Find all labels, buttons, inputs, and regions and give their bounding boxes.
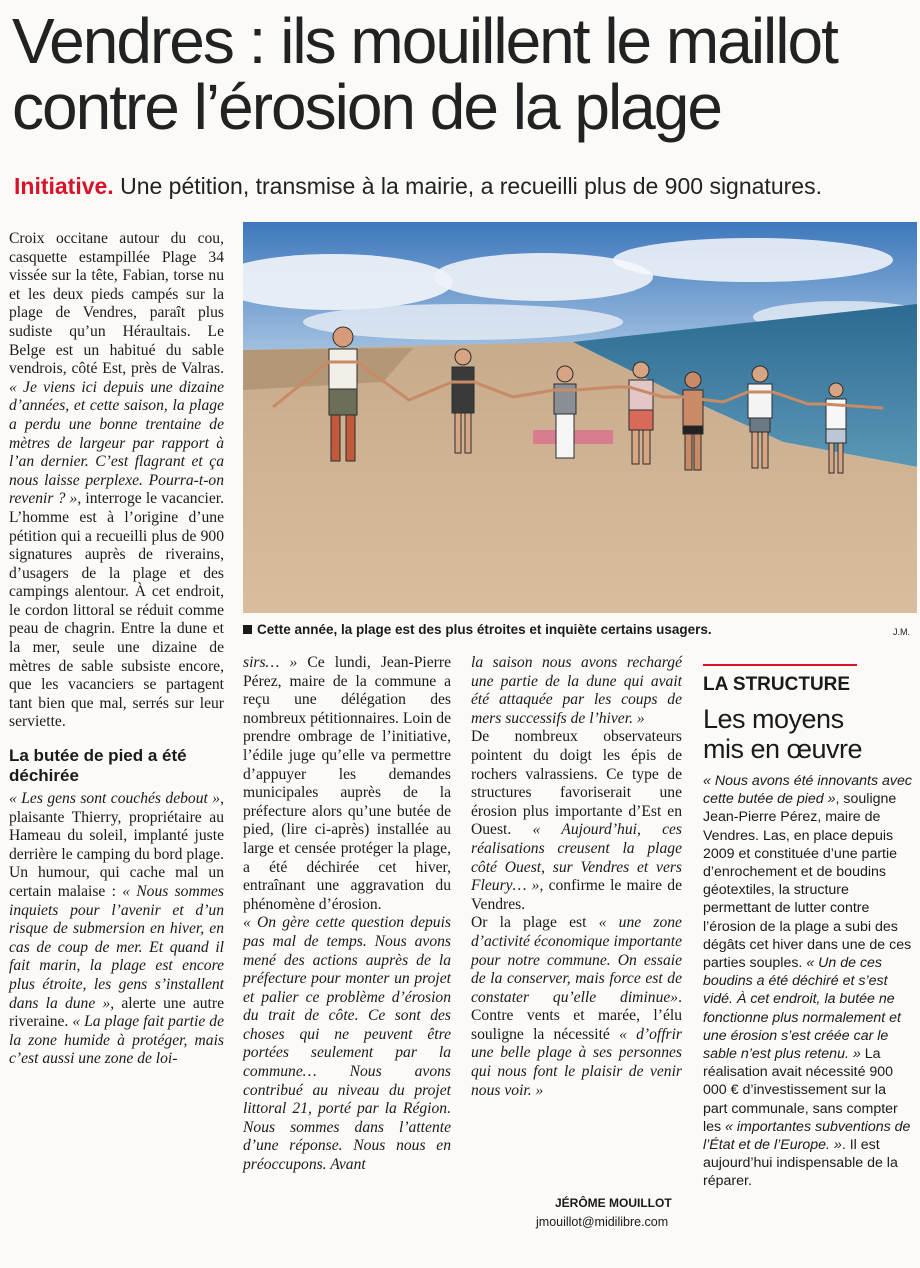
sidebar-box xyxy=(703,664,913,1191)
headline xyxy=(12,5,912,143)
article-column-2 xyxy=(243,654,451,1175)
article-column-3 xyxy=(471,654,682,1100)
caption-square-icon xyxy=(243,625,252,634)
paragraph: sirs… » Ce lundi, Jean-Pierre Pérez, maire de la commune a reçu une délégation des nombreux pétitionnaires. Loin de prendre ombrage de l’initiative, l’édile juge qu’elle va permettre d’appuyer les demandes municipales auprès de la préfecture alors qu’une butée de pied, (lire ci-après) installée au large et censée protéger la plage, a été déchirée cet hiver, entraînant une aggravation du phénomène d’érosion. xyxy=(243,654,451,913)
subhead xyxy=(14,172,914,200)
author-signature: JÉRÔME MOUILLOT xyxy=(555,1196,672,1210)
sidebar-body: « Nous avons été innovants avec cette butée de pied », souligne Jean-Pierre Pérez, maire de Vendres. Las, en place depuis 2009 et constituée d’une partie d’enrochement et de boudins géotextiles, la structure permettant de lutter contre l’érosion de la plage a subi des dégâts cet hiver dans une de ces parties souples. « Un de ces boudins a été déchiré et s’est vidé. À cet endroit, la butée ne fonctionne plus normalement et une érosion s’est créée car le sable n’est plus retenu. » La réalisation avait nécessité 900 000 € d’investissement sur la part communale, sans compter les « importantes subventions de l’État et de l’Europe. ». Il est aujourd’hui indispensable de la réparer. xyxy=(703,773,913,1190)
paragraph: Or la plage est « une zone d’activité économique importante pour notre commune. On essaie de la conserver, mais force est de constater qu’elle diminue». Contre vents et marée, l’élu souligne la nécessité « d’offrir une belle plage à ses personnes qui nous font le plaisir de venir nous voir. » xyxy=(471,914,683,1099)
photo-caption: Cette année, la plage est des plus étroites et inquiète certains usagers. xyxy=(243,622,803,637)
paragraph: De nombreux observateurs pointent du doigt les épis de rochers valrassiens. Ce type de structures favoriserait une érosion plus importante d’Est en Ouest. « Aujourd’hui, ces réalisations creusent la plage côté Ouest, sur Vendres et vers Fleury… », confirme le maire de Vendres. xyxy=(471,728,682,913)
paragraph: « Les gens sont couchés debout », plaisante Thierry, propriétaire au Hameau du soleil, implanté juste derrière le camping du bord plage. Un humour, qui cache mal un certain malaise : « Nous sommes inquiets pour l’avenir et d’un risque de submersion en hiver, en cas de coup de mer. Et quand il fait marin, la plage est encore plus étroite, les gens s’installent dans la dune », alerte une autre riveraine. « La plage fait partie de la zone humide à protéger, mais c’est aussi une zone de loi- xyxy=(9,790,224,1068)
beach-scene-illustration xyxy=(243,222,917,613)
beach-photo xyxy=(243,222,917,613)
sidebar-title: Les moyens mis en œuvre xyxy=(703,704,863,764)
paragraph: Croix occitane autour du cou, casquette estampillée Plage 34 vissée sur la tête, Fabian, torse nu et les deux pieds campés sur la plage de Vendres, paraît plus sudiste qu’un Héraultais. Le Belge est un habitué du sable vendrois, côté Est, près de Valras. « Je viens ici depuis une dizaine d’années, et cette saison, la plage a perdu une bonne trentaine de mètres de largeur par rapport à l’an dernier. C’est flagrant et ça nous laisse perplexe. Pourra-t-on revenir ? », interroge le vacancier. L’homme est à l’origine d’une pétition qui a recueilli plus de 900 signatures auprès de riverains, d’usagers de la plage et des campings alentour. À cet endroit, le cordon littoral se réduit comme peau de chagrin. Entre la dune et la mer, seule une dizaine de mètres de sable subsiste encore, que les vacanciers se partagent tant bien que mal, serrés sur leur serviette. xyxy=(9,230,224,731)
intertitle: La butée de pied a été déchirée xyxy=(9,746,187,786)
subhead-label: Initiative. xyxy=(14,173,114,199)
sidebar-rule xyxy=(703,664,857,666)
paragraph: « On gère cette question depuis pas mal de temps. Nous avons mené des actions auprès de la préfecture pour monter un projet et palier ce problème d’érosion du trait de côte. Ce sont des choses qui ne peuvent être portées seulement par la commune… Nous avons contribué au niveau du projet littoral 21, porté par la Région. Nous sommes dans l’attente d’une réponse. Nous nous en préoccupons. Avant xyxy=(243,914,451,1174)
author-email: jmouillot@midilibre.com xyxy=(536,1215,669,1229)
headline-line-1: Vendres : ils mouillent le maillot xyxy=(12,5,837,77)
article-column-1 xyxy=(9,230,224,1069)
subhead-text: Une pétition, transmise à la mairie, a recueilli plus de 900 signatures. xyxy=(113,173,822,199)
sidebar-label: LA STRUCTURE xyxy=(703,674,851,695)
photo-credit: J.M. xyxy=(893,627,910,637)
headline-line-2: contre l’érosion de la plage xyxy=(12,71,721,143)
paragraph: la saison nous avons rechargé une partie de la dune qui avait été attaquée par les coups de mers successifs de l’hiver. » xyxy=(471,654,682,727)
